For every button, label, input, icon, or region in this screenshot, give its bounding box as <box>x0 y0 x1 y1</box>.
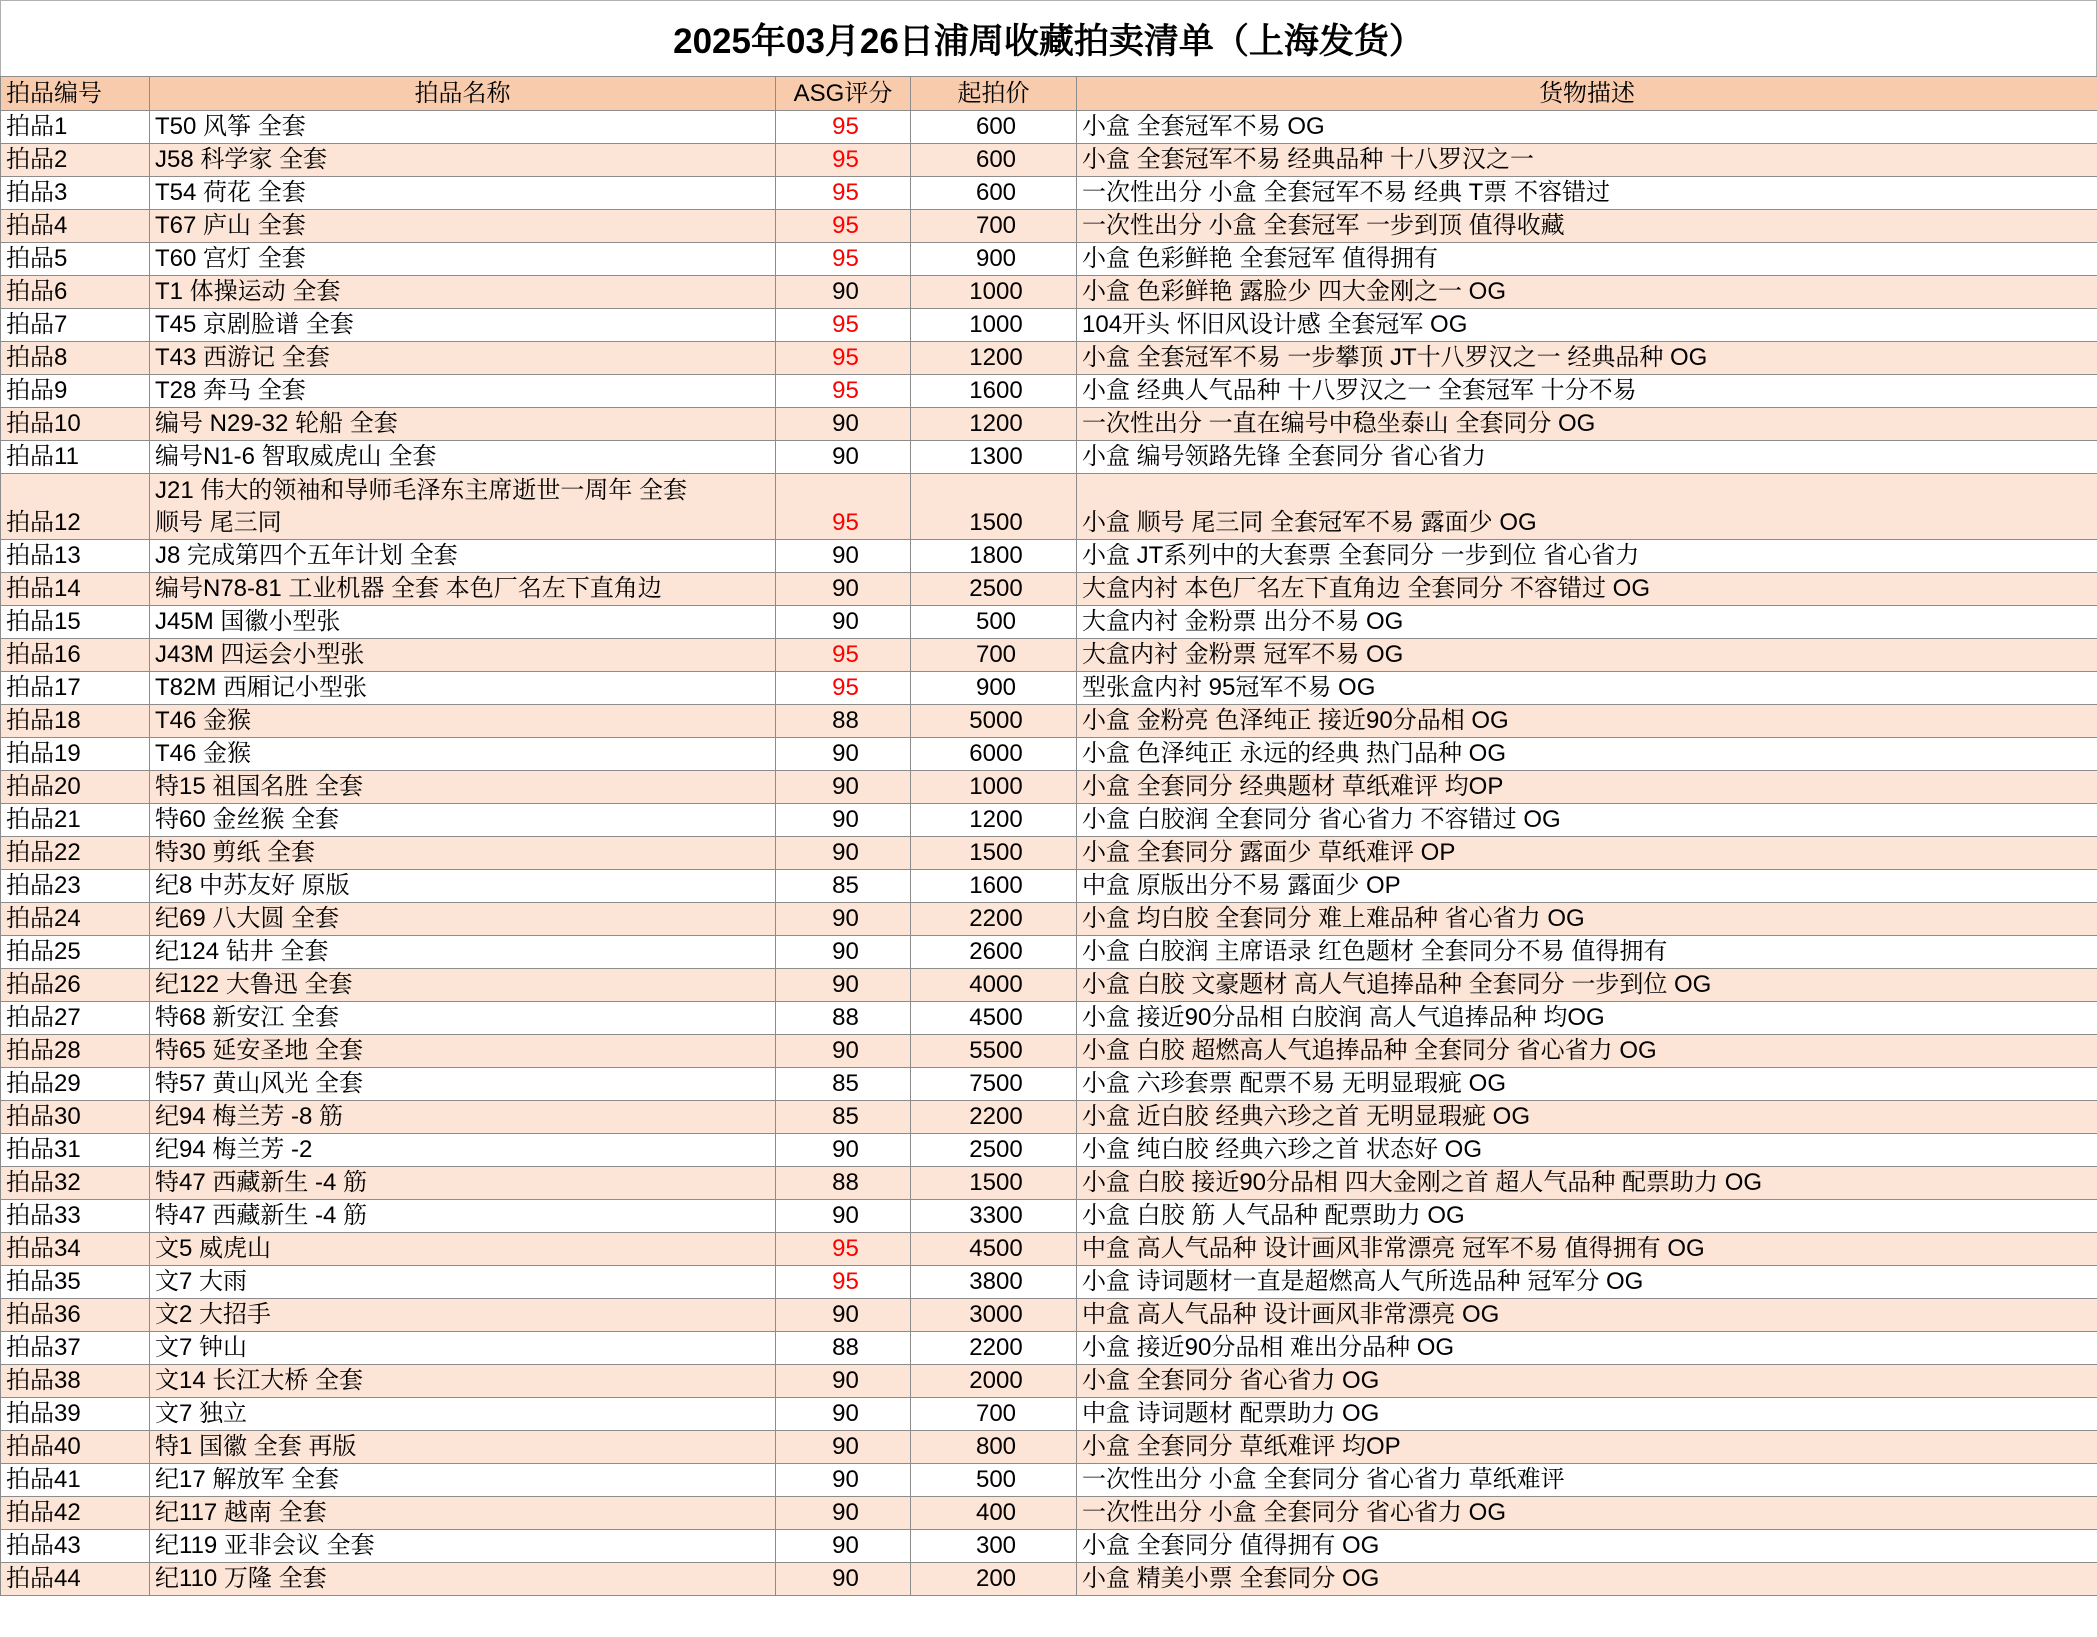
lot-number-cell: 拍品5 <box>1 243 150 276</box>
lot-name-cell: 文7 独立 <box>150 1398 776 1431</box>
lot-name-cell: 文7 钟山 <box>150 1332 776 1365</box>
lot-name-cell: 特65 延安圣地 全套 <box>150 1035 776 1068</box>
table-row <box>1 111 2097 144</box>
starting-price-cell: 600 <box>911 111 1077 144</box>
lot-number-cell: 拍品20 <box>1 771 150 804</box>
lot-name-cell: 纪69 八大圆 全套 <box>150 903 776 936</box>
lot-number-cell: 拍品14 <box>1 573 150 606</box>
description-cell: 小盒 白胶 文豪题材 高人气追捧品种 全套同分 一步到位 OG <box>1077 969 2097 1002</box>
starting-price-cell: 2200 <box>911 1101 1077 1134</box>
starting-price-cell: 800 <box>911 1431 1077 1464</box>
description-cell: 小盒 全套冠军不易 一步攀顶 JT十八罗汉之一 经典品种 OG <box>1077 342 2097 375</box>
lot-number-cell: 拍品19 <box>1 738 150 771</box>
lot-name-cell: J58 科学家 全套 <box>150 144 776 177</box>
lot-number-cell: 拍品1 <box>1 111 150 144</box>
description-cell: 大盒内衬 金粉票 出分不易 OG <box>1077 606 2097 639</box>
lot-name-cell: 纪94 梅兰芳 -2 <box>150 1134 776 1167</box>
asg-score-cell: 90 <box>776 1200 911 1233</box>
starting-price-cell: 400 <box>911 1497 1077 1530</box>
lot-name-cell: T45 京剧脸谱 全套 <box>150 309 776 342</box>
description-cell: 小盒 色彩鲜艳 露脸少 四大金刚之一 OG <box>1077 276 2097 309</box>
description-cell: 小盒 顺号 尾三同 全套冠军不易 露面少 OG <box>1077 474 2097 540</box>
lot-number-cell: 拍品36 <box>1 1299 150 1332</box>
table-row <box>1 804 2097 837</box>
lot-number-cell: 拍品43 <box>1 1530 150 1563</box>
lot-number-cell: 拍品35 <box>1 1266 150 1299</box>
starting-price-cell: 3800 <box>911 1266 1077 1299</box>
description-cell: 小盒 精美小票 全套同分 OG <box>1077 1563 2097 1596</box>
starting-price-cell: 1000 <box>911 309 1077 342</box>
lot-name-cell: 编号N1-6 智取威虎山 全套 <box>150 441 776 474</box>
table-row <box>1 639 2097 672</box>
asg-score-cell: 95 <box>776 1233 911 1266</box>
asg-score-cell: 88 <box>776 1002 911 1035</box>
lot-number-cell: 拍品13 <box>1 540 150 573</box>
lot-name-cell: T50 风筝 全套 <box>150 111 776 144</box>
lot-number-cell: 拍品17 <box>1 672 150 705</box>
table-row <box>1 1431 2097 1464</box>
asg-score-cell: 90 <box>776 738 911 771</box>
description-cell: 小盒 近白胶 经典六珍之首 无明显瑕疵 OG <box>1077 1101 2097 1134</box>
table-row <box>1 375 2097 408</box>
lot-number-cell: 拍品38 <box>1 1365 150 1398</box>
description-cell: 小盒 六珍套票 配票不易 无明显瑕疵 OG <box>1077 1068 2097 1101</box>
asg-score-cell: 90 <box>776 1464 911 1497</box>
lot-name-cell: T82M 西厢记小型张 <box>150 672 776 705</box>
table-row <box>1 540 2097 573</box>
lot-name-cell: 特57 黄山风光 全套 <box>150 1068 776 1101</box>
starting-price-cell: 1500 <box>911 474 1077 540</box>
description-cell: 小盒 金粉亮 色泽纯正 接近90分品相 OG <box>1077 705 2097 738</box>
lot-number-cell: 拍品29 <box>1 1068 150 1101</box>
starting-price-cell: 2500 <box>911 573 1077 606</box>
description-cell: 小盒 白胶 筋 人气品种 配票助力 OG <box>1077 1200 2097 1233</box>
table-row <box>1 672 2097 705</box>
description-cell: 大盒内衬 本色厂名左下直角边 全套同分 不容错过 OG <box>1077 573 2097 606</box>
description-cell: 小盒 接近90分品相 难出分品种 OG <box>1077 1332 2097 1365</box>
lot-name-cell: 特47 西藏新生 -4 筋 <box>150 1167 776 1200</box>
asg-score-cell: 90 <box>776 1530 911 1563</box>
description-cell: 小盒 全套同分 省心省力 OG <box>1077 1365 2097 1398</box>
description-cell: 大盒内衬 金粉票 冠军不易 OG <box>1077 639 2097 672</box>
lot-name-cell: 文14 长江大桥 全套 <box>150 1365 776 1398</box>
starting-price-cell: 1000 <box>911 276 1077 309</box>
table-row <box>1 1134 2097 1167</box>
lot-name-cell: 纪117 越南 全套 <box>150 1497 776 1530</box>
lot-number-cell: 拍品33 <box>1 1200 150 1233</box>
table-row <box>1 1365 2097 1398</box>
header-row <box>1 77 2097 111</box>
asg-score-cell: 85 <box>776 870 911 903</box>
lot-number-cell: 拍品16 <box>1 639 150 672</box>
table-row <box>1 276 2097 309</box>
table-row <box>1 771 2097 804</box>
description-cell: 小盒 白胶润 主席语录 红色题材 全套同分不易 值得拥有 <box>1077 936 2097 969</box>
table-row <box>1 1563 2097 1596</box>
starting-price-cell: 1500 <box>911 1167 1077 1200</box>
asg-score-cell: 88 <box>776 705 911 738</box>
asg-score-cell: 90 <box>776 804 911 837</box>
table-row <box>1 606 2097 639</box>
lot-name-cell: T43 西游记 全套 <box>150 342 776 375</box>
lot-number-cell: 拍品12 <box>1 474 150 540</box>
asg-score-cell: 90 <box>776 1563 911 1596</box>
description-cell: 小盒 色泽纯正 永远的经典 热门品种 OG <box>1077 738 2097 771</box>
asg-score-cell: 90 <box>776 771 911 804</box>
description-cell: 小盒 色彩鲜艳 全套冠军 值得拥有 <box>1077 243 2097 276</box>
table-row <box>1 1464 2097 1497</box>
lot-name-cell: 特68 新安江 全套 <box>150 1002 776 1035</box>
starting-price-cell: 1600 <box>911 870 1077 903</box>
starting-price-cell: 1500 <box>911 837 1077 870</box>
table-row <box>1 1398 2097 1431</box>
starting-price-cell: 900 <box>911 243 1077 276</box>
description-cell: 小盒 经典人气品种 十八罗汉之一 全套冠军 十分不易 <box>1077 375 2097 408</box>
lot-name-cell: 特60 金丝猴 全套 <box>150 804 776 837</box>
table-row <box>1 936 2097 969</box>
column-header-asg-score: ASG评分 <box>776 77 911 111</box>
starting-price-cell: 3300 <box>911 1200 1077 1233</box>
lot-name-cell: 纪94 梅兰芳 -8 筋 <box>150 1101 776 1134</box>
lot-number-cell: 拍品21 <box>1 804 150 837</box>
lot-number-cell: 拍品27 <box>1 1002 150 1035</box>
lot-name-cell: T60 宫灯 全套 <box>150 243 776 276</box>
starting-price-cell: 300 <box>911 1530 1077 1563</box>
asg-score-cell: 88 <box>776 1332 911 1365</box>
table-row <box>1 837 2097 870</box>
table-row <box>1 144 2097 177</box>
lot-number-cell: 拍品30 <box>1 1101 150 1134</box>
lot-number-cell: 拍品7 <box>1 309 150 342</box>
starting-price-cell: 3000 <box>911 1299 1077 1332</box>
description-cell: 一次性出分 小盒 全套冠军 一步到顶 值得收藏 <box>1077 210 2097 243</box>
asg-score-cell: 95 <box>776 375 911 408</box>
asg-score-cell: 90 <box>776 573 911 606</box>
description-cell: 104开头 怀旧风设计感 全套冠军 OG <box>1077 309 2097 342</box>
asg-score-cell: 90 <box>776 837 911 870</box>
table-row <box>1 705 2097 738</box>
asg-score-cell: 90 <box>776 408 911 441</box>
asg-score-cell: 95 <box>776 111 911 144</box>
starting-price-cell: 200 <box>911 1563 1077 1596</box>
starting-price-cell: 1600 <box>911 375 1077 408</box>
asg-score-cell: 95 <box>776 1266 911 1299</box>
starting-price-cell: 2000 <box>911 1365 1077 1398</box>
description-cell: 小盒 JT系列中的大套票 全套同分 一步到位 省心省力 <box>1077 540 2097 573</box>
lot-name-cell: J8 完成第四个五年计划 全套 <box>150 540 776 573</box>
table-row <box>1 1068 2097 1101</box>
starting-price-cell: 6000 <box>911 738 1077 771</box>
lot-number-cell: 拍品3 <box>1 177 150 210</box>
asg-score-cell: 90 <box>776 936 911 969</box>
table-row <box>1 870 2097 903</box>
starting-price-cell: 1800 <box>911 540 1077 573</box>
starting-price-cell: 600 <box>911 144 1077 177</box>
lot-number-cell: 拍品32 <box>1 1167 150 1200</box>
column-header-lot-name: 拍品名称 <box>150 77 776 111</box>
asg-score-cell: 90 <box>776 441 911 474</box>
table-row <box>1 738 2097 771</box>
lot-name-cell: 纪17 解放军 全套 <box>150 1464 776 1497</box>
starting-price-cell: 1000 <box>911 771 1077 804</box>
lot-number-cell: 拍品34 <box>1 1233 150 1266</box>
asg-score-cell: 90 <box>776 1497 911 1530</box>
lot-number-cell: 拍品40 <box>1 1431 150 1464</box>
asg-score-cell: 90 <box>776 1365 911 1398</box>
lot-name-cell: 纪122 大鲁迅 全套 <box>150 969 776 1002</box>
asg-score-cell: 90 <box>776 606 911 639</box>
lot-number-cell: 拍品25 <box>1 936 150 969</box>
lot-number-cell: 拍品41 <box>1 1464 150 1497</box>
table-row <box>1 1035 2097 1068</box>
lot-name-cell: T67 庐山 全套 <box>150 210 776 243</box>
lot-name-cell: 编号 N29-32 轮船 全套 <box>150 408 776 441</box>
description-cell: 小盒 白胶 超燃高人气追捧品种 全套同分 省心省力 OG <box>1077 1035 2097 1068</box>
lot-number-cell: 拍品31 <box>1 1134 150 1167</box>
description-cell: 中盒 高人气品种 设计画风非常漂亮 OG <box>1077 1299 2097 1332</box>
lot-number-cell: 拍品10 <box>1 408 150 441</box>
table-row <box>1 1497 2097 1530</box>
lot-number-cell: 拍品11 <box>1 441 150 474</box>
table-row <box>1 474 2097 540</box>
description-cell: 小盒 接近90分品相 白胶润 高人气追捧品种 均OG <box>1077 1002 2097 1035</box>
asg-score-cell: 90 <box>776 1299 911 1332</box>
description-cell: 一次性出分 一直在编号中稳坐泰山 全套同分 OG <box>1077 408 2097 441</box>
table-body <box>1 111 2097 1596</box>
table-row <box>1 1266 2097 1299</box>
asg-score-cell: 95 <box>776 144 911 177</box>
lot-name-cell: T28 奔马 全套 <box>150 375 776 408</box>
table-header <box>1 77 2097 111</box>
asg-score-cell: 95 <box>776 639 911 672</box>
description-cell: 型张盒内衬 95冠军不易 OG <box>1077 672 2097 705</box>
starting-price-cell: 700 <box>911 1398 1077 1431</box>
lot-name-cell: 特30 剪纸 全套 <box>150 837 776 870</box>
asg-score-cell: 90 <box>776 969 911 1002</box>
description-cell: 小盒 均白胶 全套同分 难上难品种 省心省力 OG <box>1077 903 2097 936</box>
asg-score-cell: 95 <box>776 672 911 705</box>
lot-name-cell: 特47 西藏新生 -4 筋 <box>150 1200 776 1233</box>
asg-score-cell: 88 <box>776 1167 911 1200</box>
asg-score-cell: 95 <box>776 243 911 276</box>
lot-name-line: 顺号 尾三同 <box>155 509 282 536</box>
starting-price-cell: 4000 <box>911 969 1077 1002</box>
table-row <box>1 441 2097 474</box>
lot-number-cell: 拍品28 <box>1 1035 150 1068</box>
lot-number-cell: 拍品24 <box>1 903 150 936</box>
table-row <box>1 1332 2097 1365</box>
auction-table <box>0 76 2097 1596</box>
starting-price-cell: 500 <box>911 606 1077 639</box>
starting-price-cell: 500 <box>911 1464 1077 1497</box>
lot-name-cell: T46 金猴 <box>150 705 776 738</box>
lot-number-cell: 拍品26 <box>1 969 150 1002</box>
starting-price-cell: 900 <box>911 672 1077 705</box>
lot-number-cell: 拍品6 <box>1 276 150 309</box>
column-header-starting-price: 起拍价 <box>911 77 1077 111</box>
asg-score-cell: 90 <box>776 1398 911 1431</box>
description-cell: 小盒 白胶 接近90分品相 四大金刚之首 超人气品种 配票助力 OG <box>1077 1167 2097 1200</box>
table-row <box>1 1299 2097 1332</box>
lot-number-cell: 拍品4 <box>1 210 150 243</box>
description-cell: 中盒 诗词题材 配票助力 OG <box>1077 1398 2097 1431</box>
description-cell: 中盒 高人气品种 设计画风非常漂亮 冠军不易 值得拥有 OG <box>1077 1233 2097 1266</box>
lot-name-cell: 特15 祖国名胜 全套 <box>150 771 776 804</box>
table-row <box>1 309 2097 342</box>
lot-number-cell: 拍品15 <box>1 606 150 639</box>
lot-name-cell: 文5 威虎山 <box>150 1233 776 1266</box>
lot-number-cell: 拍品9 <box>1 375 150 408</box>
description-cell: 小盒 纯白胶 经典六珍之首 状态好 OG <box>1077 1134 2097 1167</box>
description-cell: 小盒 全套同分 露面少 草纸难评 OP <box>1077 837 2097 870</box>
starting-price-cell: 600 <box>911 177 1077 210</box>
table-row <box>1 210 2097 243</box>
table-row <box>1 1530 2097 1563</box>
starting-price-cell: 4500 <box>911 1233 1077 1266</box>
description-cell: 小盒 诗词题材一直是超燃高人气所选品种 冠军分 OG <box>1077 1266 2097 1299</box>
asg-score-cell: 95 <box>776 177 911 210</box>
lot-name-cell: 纪110 万隆 全套 <box>150 1563 776 1596</box>
starting-price-cell: 1200 <box>911 342 1077 375</box>
asg-score-cell: 90 <box>776 1431 911 1464</box>
starting-price-cell: 7500 <box>911 1068 1077 1101</box>
lot-name-cell: 特1 国徽 全套 再版 <box>150 1431 776 1464</box>
lot-number-cell: 拍品8 <box>1 342 150 375</box>
table-row <box>1 243 2097 276</box>
starting-price-cell: 4500 <box>911 1002 1077 1035</box>
table-row <box>1 573 2097 606</box>
description-cell: 一次性出分 小盒 全套冠军不易 经典 T票 不容错过 <box>1077 177 2097 210</box>
lot-name-cell <box>150 474 776 540</box>
lot-name-cell: 纪119 亚非会议 全套 <box>150 1530 776 1563</box>
description-cell: 小盒 全套同分 草纸难评 均OP <box>1077 1431 2097 1464</box>
table-row <box>1 408 2097 441</box>
asg-score-cell: 90 <box>776 903 911 936</box>
asg-score-cell: 90 <box>776 276 911 309</box>
asg-score-cell: 95 <box>776 210 911 243</box>
description-cell: 小盒 全套冠军不易 经典品种 十八罗汉之一 <box>1077 144 2097 177</box>
starting-price-cell: 1200 <box>911 804 1077 837</box>
starting-price-cell: 1300 <box>911 441 1077 474</box>
description-cell: 一次性出分 小盒 全套同分 省心省力 OG <box>1077 1497 2097 1530</box>
asg-score-cell: 95 <box>776 474 911 540</box>
description-cell: 中盒 原版出分不易 露面少 OP <box>1077 870 2097 903</box>
lot-number-cell: 拍品23 <box>1 870 150 903</box>
table-row <box>1 1101 2097 1134</box>
starting-price-cell: 700 <box>911 210 1077 243</box>
lot-name-cell: J45M 国徽小型张 <box>150 606 776 639</box>
starting-price-cell: 1200 <box>911 408 1077 441</box>
lot-number-cell: 拍品18 <box>1 705 150 738</box>
lot-number-cell: 拍品37 <box>1 1332 150 1365</box>
asg-score-cell: 90 <box>776 1035 911 1068</box>
table-row <box>1 342 2097 375</box>
description-cell: 小盒 白胶润 全套同分 省心省力 不容错过 OG <box>1077 804 2097 837</box>
lot-name-cell: J43M 四运会小型张 <box>150 639 776 672</box>
lot-number-cell: 拍品44 <box>1 1563 150 1596</box>
lot-number-cell: 拍品2 <box>1 144 150 177</box>
table-row <box>1 969 2097 1002</box>
asg-score-cell: 90 <box>776 540 911 573</box>
lot-number-cell: 拍品22 <box>1 837 150 870</box>
lot-name-cell: 文2 大招手 <box>150 1299 776 1332</box>
starting-price-cell: 2600 <box>911 936 1077 969</box>
lot-name-line: J21 伟大的领袖和导师毛泽东主席逝世一周年 全套 <box>155 477 688 504</box>
description-cell: 小盒 全套同分 值得拥有 OG <box>1077 1530 2097 1563</box>
column-header-lot-number: 拍品编号 <box>1 77 150 111</box>
starting-price-cell: 5000 <box>911 705 1077 738</box>
starting-price-cell: 5500 <box>911 1035 1077 1068</box>
description-cell: 小盒 全套冠军不易 OG <box>1077 111 2097 144</box>
lot-number-cell: 拍品39 <box>1 1398 150 1431</box>
description-cell: 小盒 编号领路先锋 全套同分 省心省力 <box>1077 441 2097 474</box>
asg-score-cell: 95 <box>776 309 911 342</box>
lot-name-cell: 纪8 中苏友好 原版 <box>150 870 776 903</box>
lot-name-cell: T1 体操运动 全套 <box>150 276 776 309</box>
table-row <box>1 1002 2097 1035</box>
description-cell: 小盒 全套同分 经典题材 草纸难评 均OP <box>1077 771 2097 804</box>
column-header-description: 货物描述 <box>1077 77 2097 111</box>
asg-score-cell: 85 <box>776 1101 911 1134</box>
lot-name-cell: T46 金猴 <box>150 738 776 771</box>
lot-name-cell: 纪124 钻井 全套 <box>150 936 776 969</box>
table-row <box>1 903 2097 936</box>
asg-score-cell: 95 <box>776 342 911 375</box>
description-cell: 一次性出分 小盒 全套同分 省心省力 草纸难评 <box>1077 1464 2097 1497</box>
starting-price-cell: 2200 <box>911 1332 1077 1365</box>
asg-score-cell: 90 <box>776 1134 911 1167</box>
table-row <box>1 1200 2097 1233</box>
table-row <box>1 1233 2097 1266</box>
lot-name-cell: T54 荷花 全套 <box>150 177 776 210</box>
starting-price-cell: 2200 <box>911 903 1077 936</box>
starting-price-cell: 2500 <box>911 1134 1077 1167</box>
table-row <box>1 1167 2097 1200</box>
table-row <box>1 177 2097 210</box>
lot-name-cell: 文7 大雨 <box>150 1266 776 1299</box>
starting-price-cell: 700 <box>911 639 1077 672</box>
asg-score-cell: 85 <box>776 1068 911 1101</box>
lot-number-cell: 拍品42 <box>1 1497 150 1530</box>
lot-name-cell: 编号N78-81 工业机器 全套 本色厂名左下直角边 <box>150 573 776 606</box>
page-title: 2025年03月26日浦周收藏拍卖清单（上海发货） <box>0 0 2097 76</box>
